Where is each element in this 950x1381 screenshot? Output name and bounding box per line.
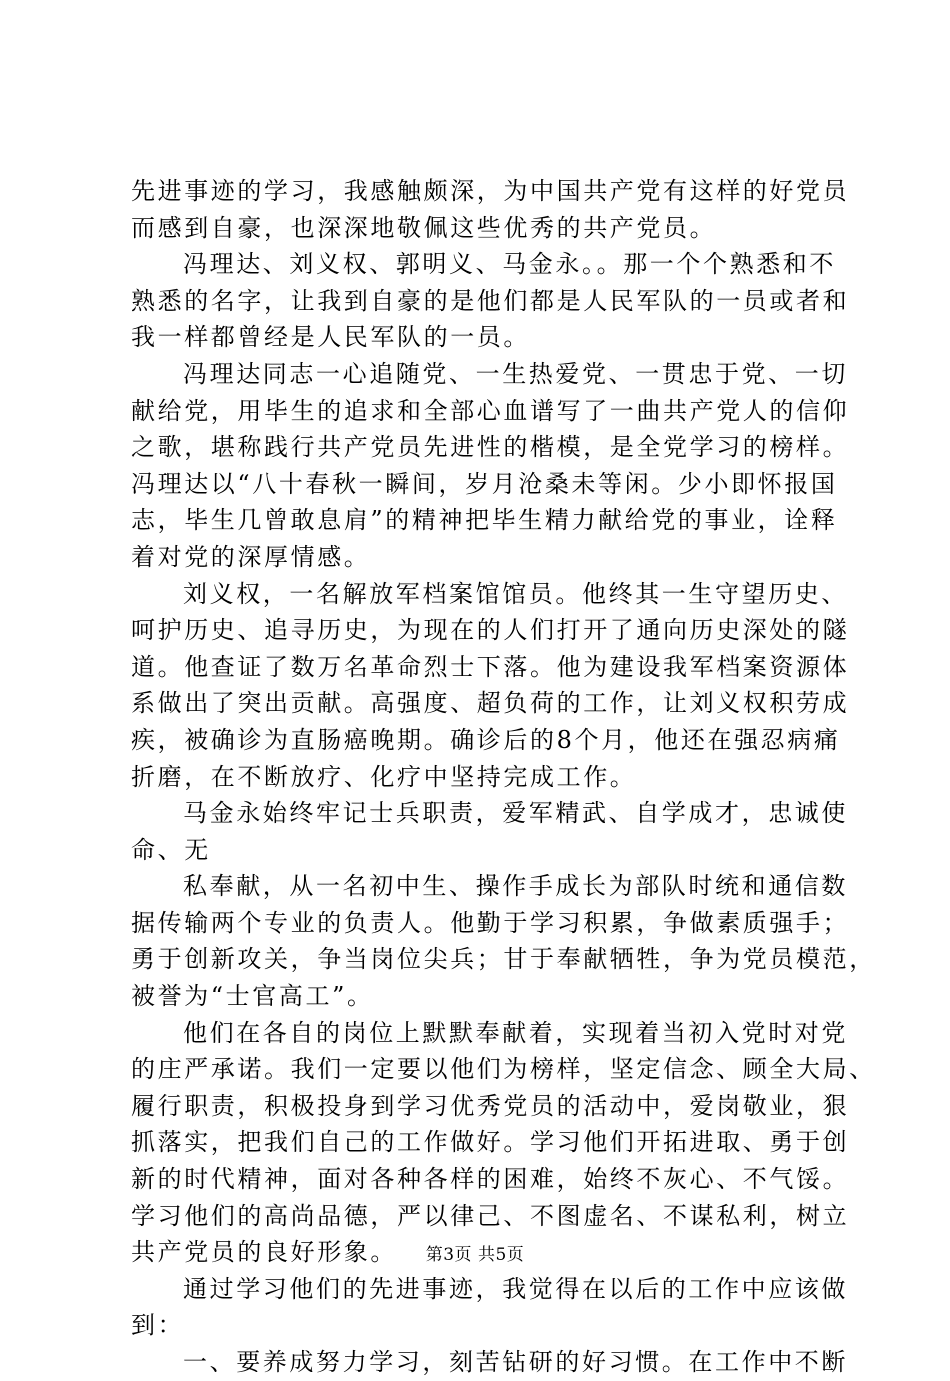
- text-line: 共产党员的良好形象。: [131, 1238, 397, 1267]
- text-line: 冯理达以“八十春秋一瞬间，岁月沧桑未等闲。少小即怀报国: [131, 469, 838, 498]
- text-line: 道。他查证了数万名革命烈士下落。他为建设我军档案资源体: [131, 652, 850, 681]
- text-line: 到：: [131, 1311, 185, 1340]
- text-line: 抓落实，把我们自己的工作做好。学习他们开拓进取、勇于创: [131, 1128, 850, 1157]
- page-footer: 第3页 共5页: [425, 1245, 525, 1265]
- text-line: 一、要养成努力学习，刻苦钻研的好习惯。在工作中不断: [183, 1348, 848, 1376]
- text-line: 勇于创新攻关，争当岗位尖兵；甘于奉献牺牲，争为党员模范，: [131, 945, 876, 974]
- text-line: 新的时代精神，面对各种各样的困难，始终不灰心、不气馁。: [131, 1165, 850, 1194]
- text-line: 系做出了突出贡献。高强度、超负荷的工作，让刘义权积劳成: [131, 689, 850, 718]
- text-line: 我一样都曾经是人民军队的一员。: [131, 323, 530, 352]
- text-line: 的庄严承诺。我们一定要以他们为榜样，坚定信念、顾全大局、: [131, 1055, 876, 1084]
- text-line: 献给党，用毕生的追求和全部心血谱写了一曲共产党人的信仰: [131, 396, 850, 425]
- body-text: [131, 173, 876, 1381]
- text-line: 命、无: [131, 835, 211, 864]
- text-line: 刘义权，一名解放军档案馆馆员。他终其一生守望历史、: [183, 579, 848, 608]
- text-line: 熟悉的名字，让我到自豪的是他们都是人民军队的一员或者和: [131, 286, 850, 315]
- text-line: 履行职责，积极投身到学习优秀党员的活动中，爱岗敬业，狠: [131, 1091, 850, 1120]
- text-line: 冯理达同志一心追随党、一生热爱党、一贯忠于党、一切: [183, 359, 848, 388]
- text-line: 学习他们的高尚品德，严以律己、不图虚名、不谋私利，树立: [131, 1201, 850, 1230]
- text-line: 而感到自豪，也深深地敬佩这些优秀的共产党员。: [131, 213, 717, 242]
- text-line: 私奉献，从一名初中生、操作手成长为部队时统和通信数: [183, 872, 848, 901]
- text-line: 马金永始终牢记士兵职责，爱军精武、自学成才，忠诚使: [183, 799, 848, 828]
- text-line: 疾，被确诊为直肠癌晚期。确诊后的8个月，他还在强忍病痛: [131, 725, 841, 754]
- text-line: 先进事迹的学习，我感触颇深，为中国共产党有这样的好党员: [131, 177, 850, 205]
- text-line: 之歌，堪称践行共产党员先进性的楷模，是全党学习的榜样。: [131, 433, 850, 462]
- text-line: 志，毕生几曾敢息肩”的精神把毕生精力献给党的事业，诠释: [131, 506, 838, 535]
- text-line: 呵护历史、追寻历史，为现在的人们打开了通向历史深处的隧: [131, 616, 850, 645]
- text-line: 据传输两个专业的负责人。他勤于学习积累，争做素质强手；: [131, 908, 850, 937]
- text-line: 通过学习他们的先进事迹，我觉得在以后的工作中应该做: [183, 1274, 848, 1303]
- text-line: 他们在各自的岗位上默默奉献着，实现着当初入党时对党: [183, 1018, 848, 1047]
- text-line: 被誉为“士官高工”。: [131, 982, 374, 1011]
- text-line: 着对党的深厚情感。: [131, 542, 371, 571]
- text-line: 冯理达、刘义权、郭明义、马金永。。那一个个熟悉和不: [183, 250, 836, 279]
- text-line: 折磨，在不断放疗、化疗中坚持完成工作。: [131, 762, 637, 791]
